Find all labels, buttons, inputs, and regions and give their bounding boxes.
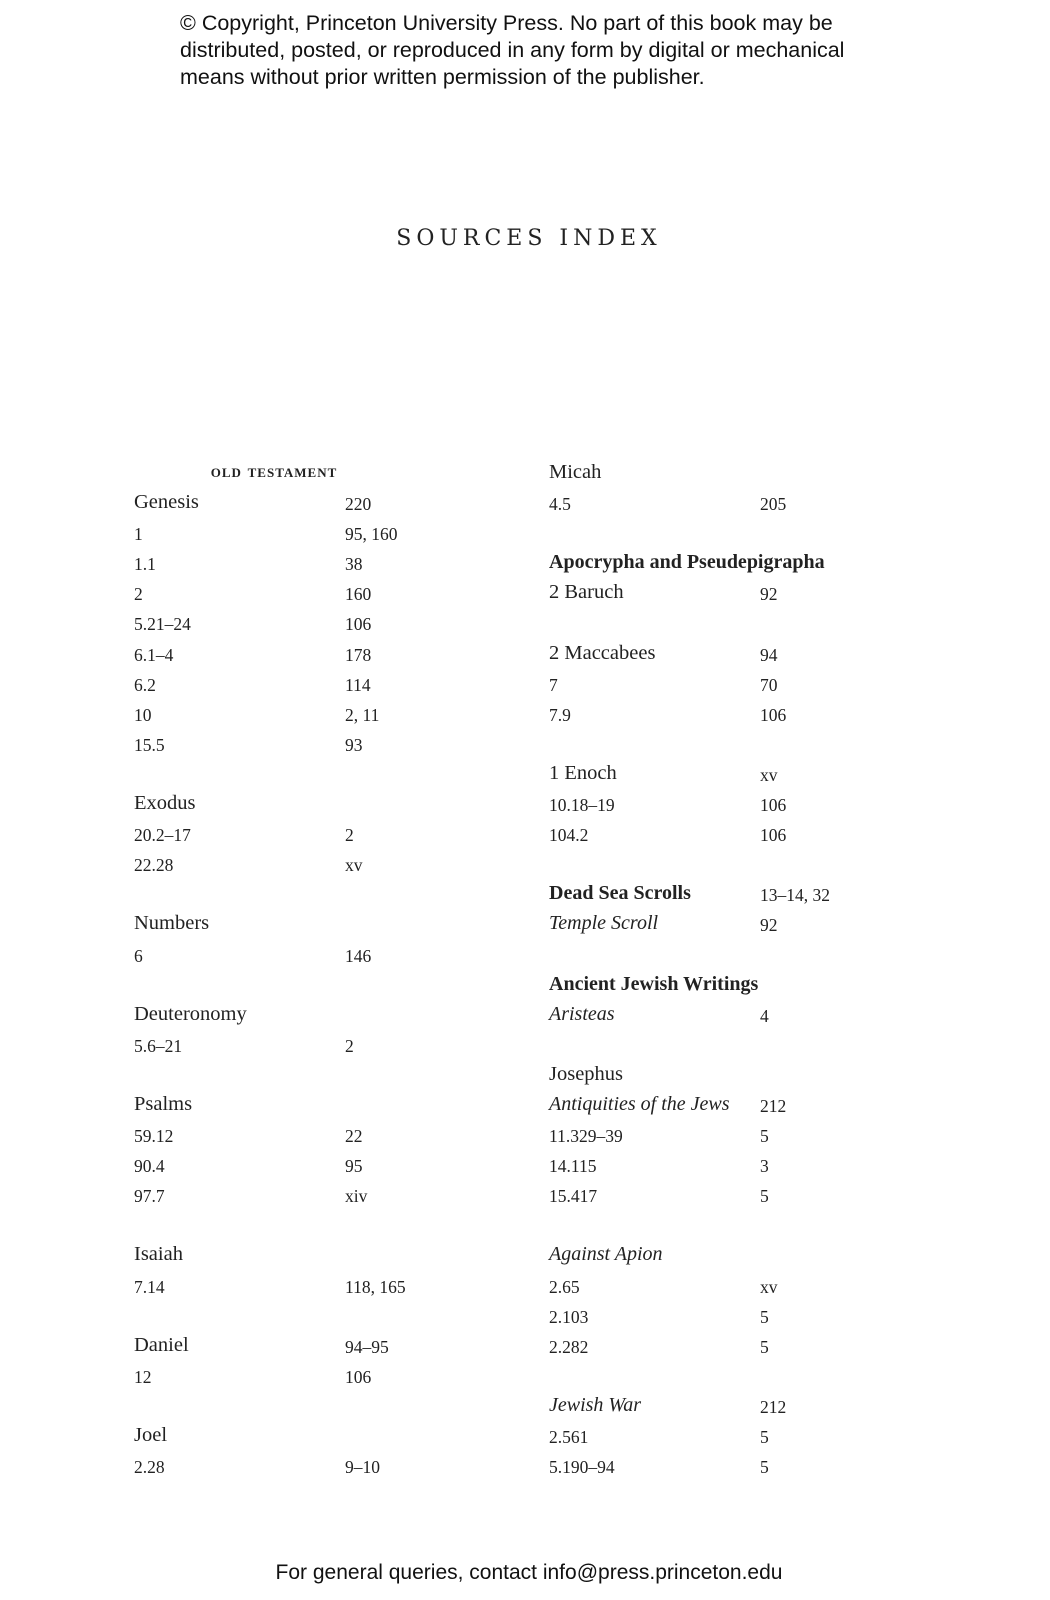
entry-pages: 212 bbox=[760, 1396, 787, 1417]
index-entry bbox=[549, 547, 909, 577]
index-entry bbox=[134, 577, 474, 607]
index-entry bbox=[134, 638, 474, 668]
index-entry bbox=[134, 1360, 474, 1390]
entry-pages: 94–95 bbox=[345, 1336, 389, 1357]
entry-label: 2.65 bbox=[549, 1276, 580, 1297]
spacer bbox=[134, 1059, 474, 1089]
spacer bbox=[134, 1300, 474, 1330]
left-entries bbox=[134, 487, 474, 1480]
spacer bbox=[549, 1360, 909, 1390]
index-entry bbox=[134, 1089, 474, 1119]
entry-pages: 205 bbox=[760, 494, 787, 515]
spacer bbox=[549, 517, 909, 547]
entry-label: 20.2–17 bbox=[134, 825, 191, 846]
entry-pages: 95 bbox=[345, 1156, 363, 1177]
entry-label: Antiquities of the Jews bbox=[549, 1092, 730, 1115]
entry-pages: 2 bbox=[345, 1035, 354, 1056]
spacer bbox=[549, 728, 909, 758]
index-entry bbox=[549, 1059, 909, 1089]
entry-label: 90.4 bbox=[134, 1156, 165, 1177]
index-entry bbox=[549, 487, 909, 517]
spacer bbox=[549, 939, 909, 969]
entry-label: 104.2 bbox=[549, 825, 589, 846]
index-entry bbox=[549, 999, 909, 1029]
entry-pages: 106 bbox=[760, 795, 787, 816]
entry-pages: 9–10 bbox=[345, 1457, 380, 1478]
entry-pages: 38 bbox=[345, 554, 363, 575]
entry-pages: xv bbox=[760, 1276, 778, 1297]
index-entry bbox=[134, 1239, 474, 1269]
entry-pages: xv bbox=[760, 764, 778, 785]
index-entry bbox=[549, 1450, 909, 1480]
index-entry bbox=[134, 547, 474, 577]
entry-label: 59.12 bbox=[134, 1126, 174, 1147]
index-entry bbox=[134, 698, 474, 728]
entry-label: 97.7 bbox=[134, 1186, 165, 1207]
entry-label: 5.6–21 bbox=[134, 1035, 183, 1056]
entry-label: 6.1–4 bbox=[134, 644, 174, 665]
index-entry bbox=[134, 487, 474, 517]
entry-pages: 92 bbox=[760, 584, 778, 605]
entry-label: Aristeas bbox=[549, 1002, 615, 1025]
entry-pages: 212 bbox=[760, 1095, 787, 1116]
entry-pages: 13–14, 32 bbox=[760, 885, 830, 906]
entry-label: 4.5 bbox=[549, 494, 571, 515]
entry-pages: 160 bbox=[345, 584, 372, 605]
footer-contact: For general queries, contact info@press.princeton.edu bbox=[275, 1561, 783, 1584]
index-entry bbox=[549, 878, 909, 908]
spacer bbox=[134, 1209, 474, 1239]
entry-pages: 5 bbox=[760, 1427, 769, 1447]
entry-label: 2.561 bbox=[549, 1427, 589, 1447]
entry-label: 10 bbox=[134, 704, 152, 725]
spacer bbox=[549, 848, 909, 878]
spacer bbox=[549, 1209, 909, 1239]
index-entry bbox=[134, 999, 474, 1029]
entry-pages: 4 bbox=[760, 1005, 769, 1026]
entry-label: 10.18–19 bbox=[549, 795, 615, 816]
copyright-notice: © Copyright, Princeton University Press. No part of this book may be distributed, posted, or reproduced in any form by digital or mechanical means without prior written permission of the publisher. bbox=[180, 11, 845, 89]
index-entry bbox=[134, 1029, 474, 1059]
entry-label: 1 Enoch bbox=[549, 761, 617, 784]
page-title: SOURCES INDEX bbox=[396, 226, 662, 251]
index-entry bbox=[134, 1450, 474, 1480]
index-entry bbox=[134, 1179, 474, 1209]
entry-label: 6 bbox=[134, 945, 143, 966]
index-entry bbox=[549, 1390, 909, 1420]
entry-label: Psalms bbox=[134, 1092, 193, 1115]
index-entry bbox=[549, 457, 909, 487]
index-entry bbox=[134, 1149, 474, 1179]
entry-label: 2.28 bbox=[134, 1457, 165, 1478]
entry-label: 15.5 bbox=[134, 734, 165, 755]
index-entry bbox=[549, 668, 909, 698]
entry-label: Joel bbox=[134, 1424, 168, 1446]
entry-label: Temple Scroll bbox=[549, 912, 659, 935]
index-entry bbox=[549, 969, 909, 999]
entry-label: Exodus bbox=[134, 792, 196, 815]
entry-pages: 106 bbox=[760, 704, 787, 725]
index-entry bbox=[134, 848, 474, 878]
index-entry bbox=[549, 1089, 909, 1119]
entry-label: Deuteronomy bbox=[134, 1002, 247, 1025]
entry-label: Daniel bbox=[134, 1333, 189, 1356]
spacer bbox=[549, 1029, 909, 1059]
index-entry bbox=[134, 908, 474, 938]
entry-label: 6.2 bbox=[134, 674, 156, 695]
entry-label: Isaiah bbox=[134, 1243, 183, 1266]
entry-label: 7.9 bbox=[549, 704, 571, 725]
entry-label: Genesis bbox=[134, 491, 199, 514]
entry-label: 14.115 bbox=[549, 1156, 597, 1177]
right-entries bbox=[549, 457, 909, 1480]
spacer bbox=[134, 758, 474, 788]
index-entry bbox=[549, 908, 909, 938]
entry-label: 2.282 bbox=[549, 1336, 589, 1357]
entry-pages: 114 bbox=[345, 674, 371, 695]
entry-label: Numbers bbox=[134, 912, 210, 935]
index-entry bbox=[549, 638, 909, 668]
index-entry bbox=[549, 1300, 909, 1330]
section-heading-old-testament: old testament bbox=[210, 461, 338, 482]
index-entry bbox=[134, 939, 474, 969]
index-entry bbox=[549, 818, 909, 848]
index-entry bbox=[134, 1270, 474, 1300]
index-entry bbox=[134, 668, 474, 698]
entry-label: 2 Baruch bbox=[549, 581, 624, 604]
entry-label: Against Apion bbox=[549, 1243, 663, 1266]
index-entry bbox=[134, 818, 474, 848]
spacer bbox=[134, 969, 474, 999]
entry-pages: 2, 11 bbox=[345, 704, 380, 725]
index-entry bbox=[549, 1239, 909, 1269]
spacer bbox=[134, 1390, 474, 1420]
index-column-left bbox=[134, 457, 474, 1480]
index-entry bbox=[549, 788, 909, 818]
entry-label: 12 bbox=[134, 1366, 152, 1387]
entry-pages: 94 bbox=[760, 644, 778, 665]
entry-pages: 106 bbox=[345, 614, 372, 635]
entry-pages: 95, 160 bbox=[345, 524, 398, 545]
entry-pages: 5 bbox=[760, 1126, 769, 1147]
entry-label: 2 Maccabees bbox=[549, 641, 656, 664]
index-entry bbox=[549, 1420, 909, 1450]
index-entry bbox=[134, 788, 474, 818]
spacer bbox=[134, 878, 474, 908]
index-entry bbox=[549, 1270, 909, 1300]
entry-pages: 146 bbox=[345, 945, 372, 966]
entry-label: 7.14 bbox=[134, 1276, 165, 1297]
entry-pages: 106 bbox=[760, 825, 787, 846]
entry-pages: 220 bbox=[345, 494, 372, 515]
entry-label: Apocrypha and Pseudepigrapha bbox=[549, 551, 825, 574]
entry-label: 5.190–94 bbox=[549, 1457, 615, 1478]
entry-pages: 178 bbox=[345, 644, 372, 665]
entry-label: Jewish War bbox=[549, 1393, 642, 1416]
entry-pages: 5 bbox=[760, 1457, 769, 1478]
entry-label: 7 bbox=[549, 674, 558, 695]
index-entry bbox=[134, 1420, 474, 1450]
entry-label: 1 bbox=[134, 524, 143, 545]
entry-label: Dead Sea Scrolls bbox=[549, 882, 691, 905]
entry-label: 5.21–24 bbox=[134, 614, 191, 635]
entry-label: 11.329–39 bbox=[549, 1126, 623, 1147]
entry-pages: 5 bbox=[760, 1306, 769, 1327]
spacer bbox=[549, 607, 909, 637]
entry-label: 22.28 bbox=[134, 855, 174, 876]
entry-label: Josephus bbox=[549, 1062, 624, 1085]
entry-pages: 106 bbox=[345, 1366, 372, 1387]
entry-pages: 5 bbox=[760, 1336, 769, 1357]
index-entry bbox=[549, 1330, 909, 1360]
entry-label: 2 bbox=[134, 584, 143, 605]
entry-label: 15.417 bbox=[549, 1186, 598, 1207]
entry-label: Micah bbox=[549, 461, 602, 483]
entry-label: Ancient Jewish Writings bbox=[549, 972, 759, 995]
index-entry bbox=[134, 607, 474, 637]
index-entry bbox=[549, 1149, 909, 1179]
index-entry bbox=[549, 577, 909, 607]
entry-pages: 92 bbox=[760, 915, 778, 936]
entry-pages: 70 bbox=[760, 674, 778, 695]
entry-pages: 3 bbox=[760, 1156, 769, 1177]
entry-pages: 118, 165 bbox=[345, 1276, 406, 1297]
index-entry bbox=[134, 1330, 474, 1360]
index-entry bbox=[134, 728, 474, 758]
entry-label: 1.1 bbox=[134, 554, 156, 575]
entry-pages: xv bbox=[345, 855, 363, 876]
index-entry bbox=[549, 698, 909, 728]
index-entry bbox=[549, 758, 909, 788]
entry-pages: 5 bbox=[760, 1186, 769, 1207]
entry-label: 2.103 bbox=[549, 1306, 589, 1327]
entry-pages: 2 bbox=[345, 825, 354, 846]
index-entry bbox=[134, 1119, 474, 1149]
entry-pages: 93 bbox=[345, 734, 363, 755]
entry-pages: xiv bbox=[345, 1186, 368, 1207]
index-entry bbox=[134, 517, 474, 547]
index-entry bbox=[549, 1119, 909, 1149]
index-entry bbox=[549, 1179, 909, 1209]
index-column-right bbox=[549, 457, 909, 1480]
entry-pages: 22 bbox=[345, 1126, 363, 1147]
